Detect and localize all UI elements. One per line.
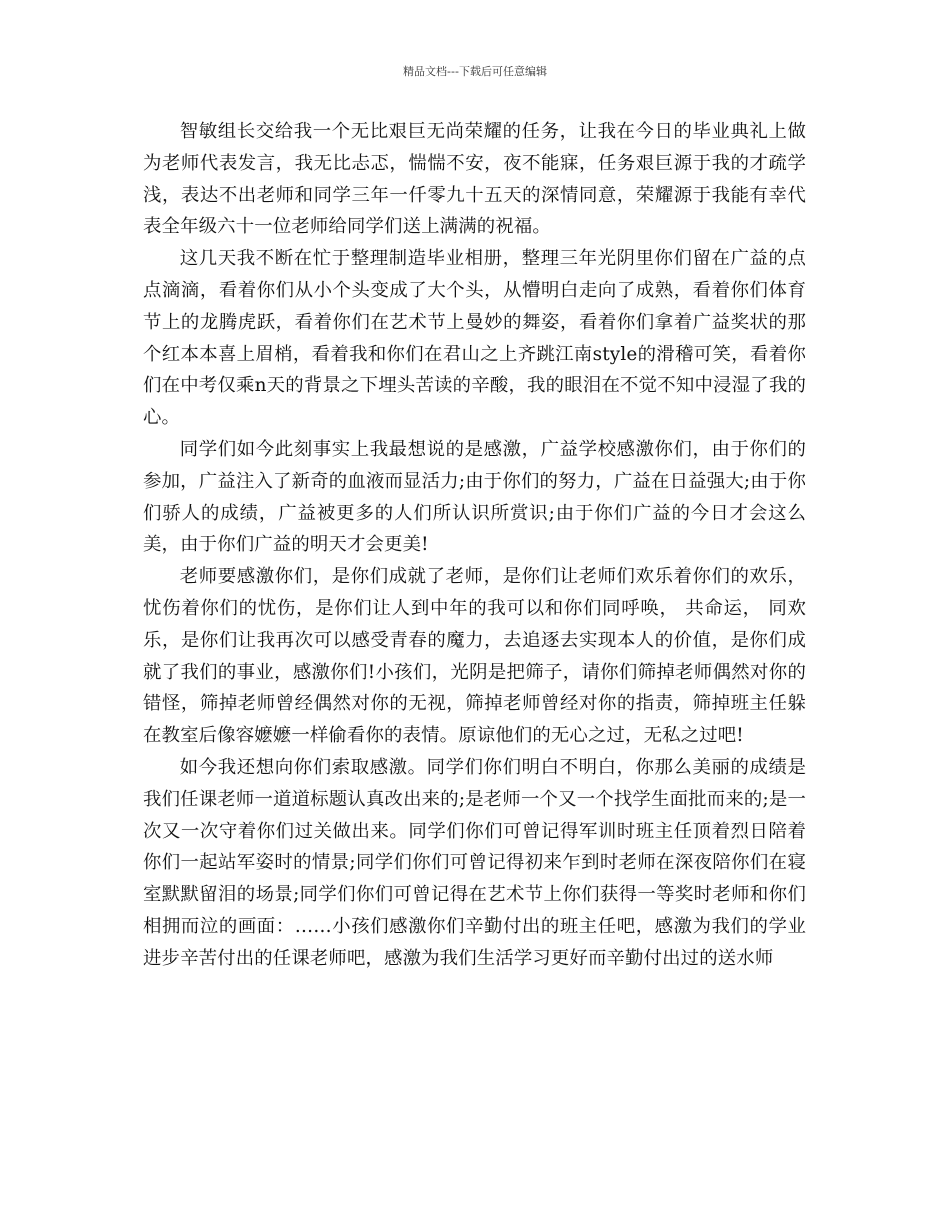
paragraph-2: 这几天我不断在忙于整理制造毕业相册，整理三年光阴里你们留在广益的点点滴滴，看着你们从小个头变成了大个头，从懵明白走向了成熟，看着你们体育节上的龙腾虎跃，看着你们在艺术节上曼妙的舞姿，看着你们拿着广益奖状的那个红本本喜上眉梢，看着我和你们在君山之上齐跳江南style的滑稽可笑，看着你们在中考仅乘n天的背景之下埋头苦读的辛酸，我的眼泪在不觉不知中浸湿了我的心。 xyxy=(143,248,806,429)
page-header: 精品文档---下载后可任意编辑 xyxy=(403,65,547,78)
paragraph-4: 老师要感激你们，是你们成就了老师，是你们让老师们欢乐着你们的欢乐，忧伤着你们的忧伤，是你们让人到中年的我可以和你们同呼唤， 共命运， 同欢乐，是你们让我再次可以感受青春的魔力，去追逐去实现本人的价值，是你们成就了我们的事业，感激你们!小孩们，光阴是把筛子，请你们筛掉老师偶然对你的错怪，筛掉老师曾经偶然对你的无视，筛掉老师曾经对你的指责，筛掉班主任躲在教室后像容嬷嬷一样偷看你的表情。原谅他们的无心之过，无私之过吧! xyxy=(143,566,806,747)
document-body xyxy=(143,116,806,975)
paragraph-5: 如今我还想向你们索取感激。同学们你们明白不明白，你那么美丽的成绩是我们任课老师一道道标题认真改出来的;是老师一个又一个找学生面批而来的;是一次又一次守着你们过关做出来。同学们你们可曾记得军训时班主任顶着烈日陪着你们一起站军姿时的情景;同学们你们可曾记得初来乍到时老师在深夜陪你们在寝室默默留泪的场景;同学们你们可曾记得在艺术节上你们获得一等奖时老师和你们相拥而泣的画面：……小孩们感激你们辛勤付出的班主任吧，感激为我们的学业进步辛苦付出的任课老师吧，感激为我们生活学习更好而辛勤付出过的送水师 xyxy=(143,756,806,969)
paragraph-3: 同学们如今此刻事实上我最想说的是感激，广益学校感激你们，由于你们的参加，广益注入了新奇的血液而显活力;由于你们的努力，广益在日益强大;由于你们骄人的成绩，广益被更多的人们所认识所赏识;由于你们广益的今日才会这么美，由于你们广益的明天才会更美! xyxy=(143,438,806,556)
paragraph-1: 智敏组长交给我一个无比艰巨无尚荣耀的任务，让我在今日的毕业典礼上做为老师代表发言，我无比忐忑，惴惴不安，夜不能寐，任务艰巨源于我的才疏学浅，表达不出老师和同学三年一仟零九十五天的深情同意，荣耀源于我能有幸代表全年级六十一位老师给同学们送上满满的祝福。 xyxy=(143,121,806,238)
